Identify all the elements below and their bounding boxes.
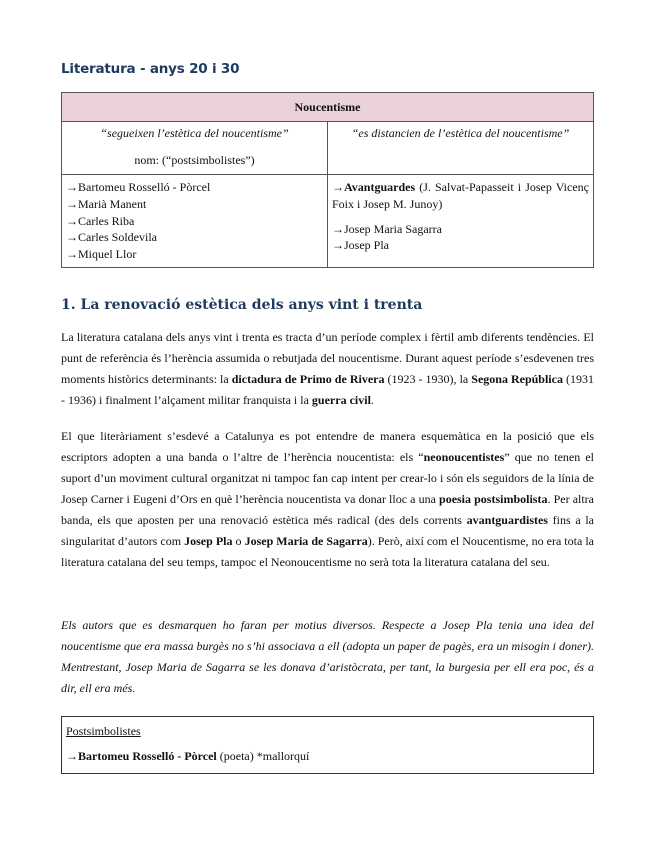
table-header: Noucentisme [62, 93, 594, 122]
left-subtitle: nom: (“postsimbolistes”) [134, 152, 255, 167]
paragraph-2: El que literàriament s’esdevé a Catalunya es pot entendre de manera esquemàtica en la posició que els escriptors adopten a una banda o l’altre de l’herència noucentista: els “neonoucentistes” que no tenen el suport d’un moviment cultural organitzat ni tampoc fan cap intent per crear-lo i són els seguidors de la línia de Josep Carner i Eugeni d’Ors en què l’herència noucentista va donar lloc a una poesia postsimbolista. Per altra banda, els que aposten per una renovació estètica més radical (des dels corrents avantguardistes fins a la singularitat d’autors com Josep Pla o Josep Maria de Sagarra). Però, així com el Noucentisme, no era tota la literatura catalana del seu temps, tampoc el Neonoucentisme no serà tota la literatura catalana del seu. [61, 429, 595, 569]
list-item: →Josep Pla [332, 238, 389, 253]
right-quote-cell [328, 122, 594, 175]
list-item [332, 179, 589, 213]
document-title: Literatura - anys 20 i 30 [61, 61, 240, 77]
left-author-list [62, 175, 328, 268]
postsimbolistes-box [61, 716, 594, 774]
avantguardes-detail: (J. Salvat-Papasseit i Josep Vicenç Foix i Josep M. Junoy) [332, 180, 589, 211]
list-item: →Bartomeu Rosselló - Pòrcel [66, 180, 211, 194]
box-heading: Postsimbolistes [66, 724, 141, 738]
left-quote-cell [62, 122, 328, 175]
section-title: 1. La renovació estètica dels anys vint i trenta [61, 297, 423, 313]
avantguardes-label: →Avantguardes [332, 180, 416, 194]
paragraph-1: La literatura catalana dels anys vint i trenta es tracta d’un període complex i fèrtil amb diferents tendències. El punt de referència és l’herència assumida o rebutjada del noucentisme. Durant aquest període s’esdevenen tres moments històrics determinants: la dictadura de Primo de Rivera (1923 - 1930), la Segona República (1931 - 1936) i finalment l’alçament militar franquista i la guerra civil. [61, 330, 595, 407]
paragraph-3-italic: Els autors que es desmarquen ho faran per motius diversos. Respecte a Josep Pla tenia una idea del noucentisme que era massa burgès no s’hi associava a ell (adopta un paper de pagès, era un misogin i doner). Mentrestant, Josep Maria de Sagarra se les donava d’aristòcrata, per tant, la burgesia per ell era poc, és a dir, ell era més. [61, 618, 594, 695]
list-item: →Miquel Llor [66, 247, 137, 262]
right-author-list [328, 175, 594, 268]
list-item: →Marià Manent [66, 196, 147, 211]
right-quote: “es distancien de l’estètica del noucentisme” [351, 126, 570, 140]
left-quote: “segueixen l’estètica del noucentisme” [100, 126, 289, 140]
box-entry: →Bartomeu Rosselló - Pòrcel (poeta) *mallorquí [66, 749, 310, 763]
list-item: →Carles Riba [66, 213, 135, 228]
noucentisme-table [61, 92, 594, 268]
list-item: →Josep Maria Sagarra [332, 221, 442, 236]
list-item: →Carles Soldevila [66, 230, 157, 245]
